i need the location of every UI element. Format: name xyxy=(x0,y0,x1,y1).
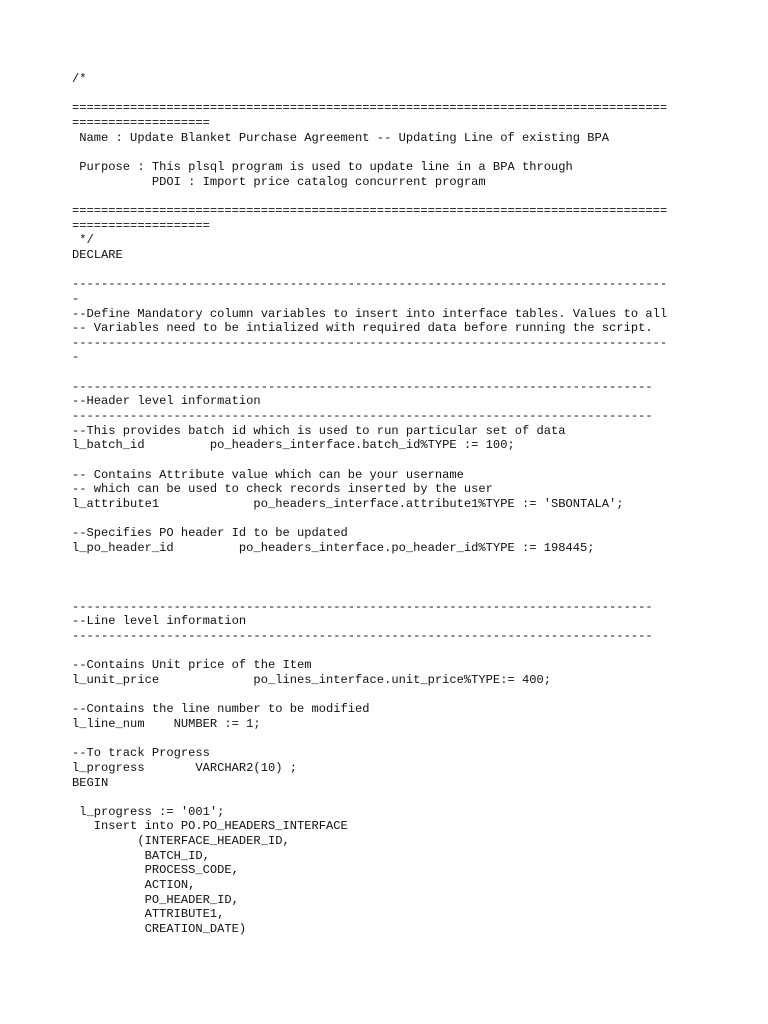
code-line: PROCESS_CODE, xyxy=(72,863,239,878)
code-line: l_po_header_id po_headers_interface.po_header_id%TYPE := 198445; xyxy=(72,541,595,555)
code-line xyxy=(72,87,667,102)
code-line: =================== xyxy=(72,218,210,233)
code-line: - xyxy=(72,291,80,306)
code-line: ================================================================================== xyxy=(72,101,668,116)
code-line: /* xyxy=(72,72,87,86)
code-line: l_unit_price po_lines_interface.unit_price%TYPE:= 400; xyxy=(72,672,551,687)
code-line: -------------------------------------------------------------------------------- xyxy=(72,379,653,394)
code-line xyxy=(72,585,667,600)
code-line: DECLARE xyxy=(72,247,123,262)
code-line: -------------------------------------------------------------------------------- xyxy=(72,628,653,643)
code-line: CREATION_DATE) xyxy=(72,922,247,937)
code-line: PO_HEADER_ID, xyxy=(72,892,239,907)
code-line: PDOI : Import price catalog concurrent program xyxy=(72,174,486,189)
code-line: --To track Progress xyxy=(72,746,210,761)
code-line: l_progress := '001'; xyxy=(72,804,225,819)
code-line xyxy=(72,145,667,160)
code-line: ================================================================================== xyxy=(72,203,668,218)
code-line: l_line_num NUMBER := 1; xyxy=(72,716,261,731)
code-line: BEGIN xyxy=(72,775,109,790)
code-line: l_batch_id po_headers_interface.batch_id%TYPE := 100; xyxy=(72,438,515,453)
code-line: (INTERFACE_HEADER_ID, xyxy=(72,834,290,849)
code-line xyxy=(72,644,667,659)
code-line: =================== xyxy=(72,115,210,130)
code-line: ---------------------------------------------------------------------------------- xyxy=(72,335,668,350)
code-line xyxy=(72,453,667,468)
code-line: Purpose : This plsql program is used to update line in a BPA through xyxy=(72,159,573,174)
code-line: - xyxy=(72,350,80,365)
code-line: --Contains the line number to be modified xyxy=(72,702,370,717)
code-line: -- Contains Attribute value which can be your username xyxy=(72,467,464,482)
code-line: ACTION, xyxy=(72,878,196,893)
code-line: -------------------------------------------------------------------------------- xyxy=(72,409,653,424)
code-line xyxy=(72,732,667,747)
code-line: -- Variables need to be intialized with required data before running the script. xyxy=(72,321,653,336)
code-line: -- which can be used to check records inserted by the user xyxy=(72,482,493,497)
code-line: -------------------------------------------------------------------------------- xyxy=(72,599,653,614)
code-line: ATTRIBUTE1, xyxy=(72,907,225,922)
code-line: Insert into PO.PO_HEADERS_INTERFACE xyxy=(72,819,348,834)
code-line xyxy=(72,365,667,380)
code-line: --Contains Unit price of the Item xyxy=(72,658,312,673)
code-line xyxy=(72,189,667,204)
code-line: --This provides batch id which is used to run particular set of data xyxy=(72,423,566,438)
code-line xyxy=(72,556,667,571)
code-line xyxy=(72,263,667,278)
code-line xyxy=(72,790,667,805)
code-line xyxy=(72,688,667,703)
code-line xyxy=(72,570,667,585)
code-line: --Specifies PO header Id to be updated xyxy=(72,526,348,541)
code-line: Name : Update Blanket Purchase Agreement -- Updating Line of existing BPA xyxy=(72,130,610,145)
code-line: */ xyxy=(72,233,94,248)
code-block xyxy=(72,72,667,937)
code-line: BATCH_ID, xyxy=(72,848,210,863)
code-line: --Define Mandatory column variables to insert into interface tables. Values to all xyxy=(72,306,668,321)
code-line: --Line level information xyxy=(72,614,247,629)
code-line: l_progress VARCHAR2(10) ; xyxy=(72,760,297,775)
code-line xyxy=(72,512,667,527)
code-line: ---------------------------------------------------------------------------------- xyxy=(72,277,668,292)
code-line: l_attribute1 po_headers_interface.attribute1%TYPE := 'SBONTALA'; xyxy=(72,497,624,512)
code-line: --Header level information xyxy=(72,394,261,409)
